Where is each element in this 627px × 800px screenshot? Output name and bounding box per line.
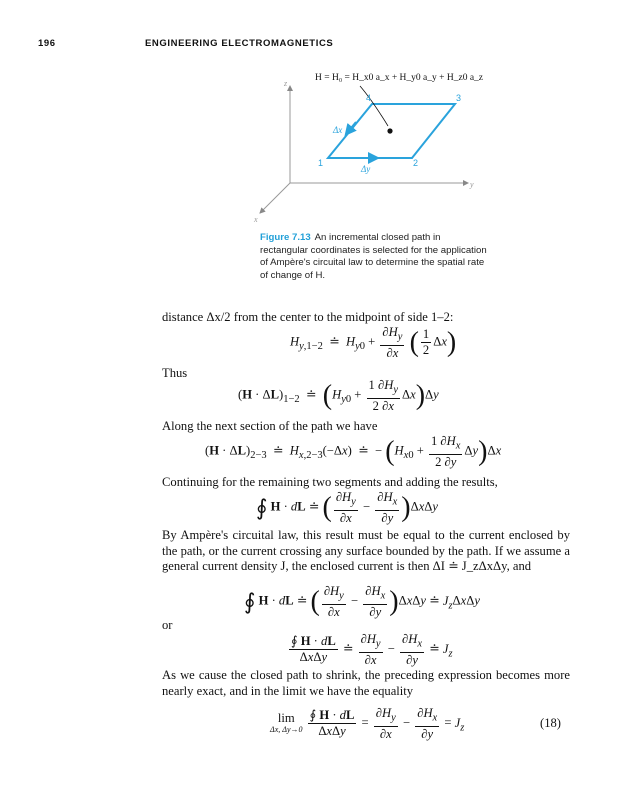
corner-label-1: 1 bbox=[318, 158, 324, 168]
center-point bbox=[387, 128, 392, 133]
figure-caption bbox=[260, 232, 490, 282]
page-number: 196 bbox=[38, 38, 56, 49]
path-arrow-41 bbox=[347, 122, 356, 133]
corner-label-2: 2 bbox=[413, 158, 419, 168]
paragraph-continuing: Continuing for the remaining two segments and adding the results, bbox=[162, 475, 498, 489]
field-pointer-line bbox=[360, 86, 388, 126]
equation-hdl12: $(H \cdot \Delta L)_{1-2}$ ≐ ($H_{y0}$ + $\frac{1 \partial H_y}{2 \partial x}$ Δx)Δy bbox=[238, 378, 439, 413]
y-axis-label: y bbox=[470, 180, 474, 189]
corner-label-4: 4 bbox=[366, 93, 372, 103]
x-axis bbox=[260, 183, 290, 213]
paragraph-ampere: By Ampère's circuital law, this result must be equal to the current enclosed by the path, or the current crossing any surface bounded by the path. If we assume a general current density J, the enclosed current is then ΔI ≐ J_zΔxΔy, and bbox=[162, 528, 570, 573]
caption-text: An incremental closed path in rectangular coordinates is selected for the application of Ampère's circuital law to determine the spatial rate of change of H. bbox=[260, 232, 487, 281]
equation-number-18: (18) bbox=[540, 716, 561, 730]
paragraph-thus: Thus bbox=[162, 366, 188, 380]
corner-label-3: 3 bbox=[456, 93, 462, 103]
paragraph-shrink: As we cause the closed path to shrink, the preceding expression becomes more nearly exact, and in the limit we have the equality bbox=[162, 668, 570, 698]
running-title: ENGINEERING ELECTROMAGNETICS bbox=[145, 38, 334, 49]
equation-hy12: $H_{y,1-2}$ ≐ $H_{y0}$ + $\frac{\partial H_y}{\partial x}$ ( $\frac{1}{2}$ Δx) bbox=[290, 325, 457, 360]
equation-contour-sum: ∮ H · dL ≐ ( $\frac{\partial H_y}{\partial x}$ − $\frac{\partial H_x}{\partial y}$ )ΔxΔy bbox=[256, 490, 438, 525]
field-label: H = H₀ = H_x0 a_x + H_y0 a_y + H_z0 a_z bbox=[315, 73, 484, 83]
delta-y-label: Δy bbox=[361, 164, 371, 174]
equation-hdl23: $(H \cdot \Delta L)_{2-3}$ ≐ $H_{x,2-3}(-\Delta x)$ ≐ − ($H_{x0}$ + $\frac{1 \partial H_x}{2 \partial y}$ Δy)Δx bbox=[205, 434, 502, 469]
paragraph-along: Along the next section of the path we have bbox=[162, 419, 378, 433]
figure-7-13 bbox=[0, 0, 627, 235]
equation-18: lim Δx, Δy→0 $\frac{∮ H \cdot dL}{\text{ΔxΔy}}$ = $\frac{\partial H_y}{\partial x}$ − $\frac{\partial H_x}{\partial y}$ = $J_z$ bbox=[270, 706, 465, 741]
delta-x-label: Δx bbox=[333, 125, 343, 135]
z-axis-label: z bbox=[284, 79, 288, 88]
equation-contour-current: ∮ H · dL ≐ ( $\frac{\partial H_y}{\partial x}$ − $\frac{\partial H_x}{\partial y}$ )ΔxΔy ≐ $J_z\Delta x\Delta y$ bbox=[244, 584, 480, 619]
equation-ratio: $\frac{∮ H \cdot dL}{\text{ΔxΔy}}$ ≐ $\frac{\partial H_y}{\partial x}$ − $\frac{\partial H_x}{\partial y}$ ≐ $J_z$ bbox=[291, 632, 453, 667]
x-axis-label: x bbox=[254, 215, 258, 224]
figure-label: Figure 7.13 bbox=[260, 232, 311, 243]
paragraph-or: or bbox=[162, 618, 173, 632]
paragraph-distance: distance Δx/2 from the center to the midpoint of side 1–2: bbox=[162, 310, 454, 324]
